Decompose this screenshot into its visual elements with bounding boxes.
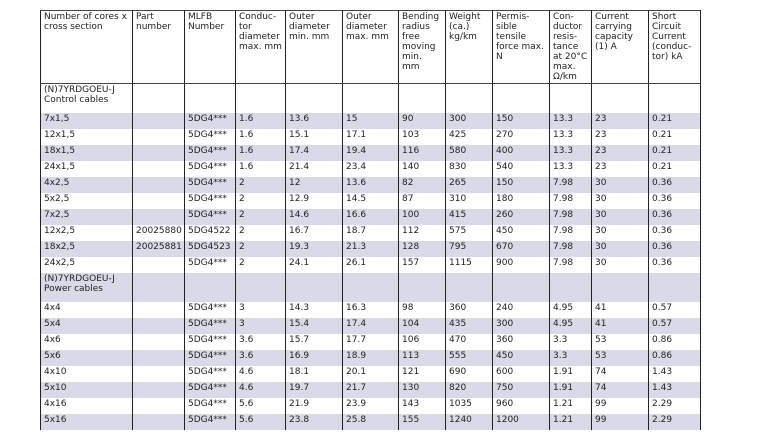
empty-cell [343,84,399,114]
table-cell: 5DG4*** [185,113,236,129]
table-cell [133,209,185,225]
table-row [41,334,701,350]
table-row [41,414,701,430]
table-cell: 5DG4*** [185,398,236,414]
table-cell: 74 [592,382,649,398]
table-cell: 4.95 [550,318,592,334]
table-body [41,84,701,431]
table-cell: 2 [236,177,286,193]
table-cell [133,334,185,350]
column-header: Outer diameter min. mm [286,11,343,84]
table-cell: 16.6 [343,209,399,225]
table-cell [133,145,185,161]
table-cell: 5DG4522 [185,225,236,241]
table-cell: 82 [399,177,446,193]
table-cell: 16.9 [286,350,343,366]
empty-cell [446,273,493,302]
column-header: Number of cores x cross section [41,11,133,84]
table-cell: 960 [493,398,550,414]
table-row [41,161,701,177]
section-row [41,84,701,114]
table-cell: 1240 [446,414,493,430]
table-cell: 5DG4*** [185,161,236,177]
table-row [41,382,701,398]
table-cell: 690 [446,366,493,382]
empty-cell [286,84,343,114]
table-cell: 87 [399,193,446,209]
table-cell: 41 [592,318,649,334]
table-cell [133,318,185,334]
column-header: Weight (ca.) kg/km [446,11,493,84]
column-header: Bending radius free moving min. mm [399,11,446,84]
table-cell: 5x4 [41,318,133,334]
header-row [41,11,701,84]
table-cell: 3 [236,318,286,334]
table-cell: 30 [592,209,649,225]
table-row [41,241,701,257]
table-row [41,129,701,145]
table-cell: 5x16 [41,414,133,430]
table-row [41,193,701,209]
table-cell: 0.57 [649,318,701,334]
table-cell: 157 [399,257,446,273]
empty-cell [399,84,446,114]
table-cell: 18x2,5 [41,241,133,257]
table-cell: 830 [446,161,493,177]
table-cell: 7.98 [550,193,592,209]
table-cell: 112 [399,225,446,241]
table-cell: 2 [236,193,286,209]
table-cell: 20.1 [343,366,399,382]
table-cell: 12x1,5 [41,129,133,145]
table-cell: 1.6 [236,129,286,145]
table-cell: 1035 [446,398,493,414]
table-cell: 7.98 [550,209,592,225]
table-cell: 5DG4*** [185,318,236,334]
table-row [41,209,701,225]
table-cell: 7.98 [550,177,592,193]
empty-cell [236,273,286,302]
table-cell: 5DG4*** [185,334,236,350]
empty-cell [649,84,701,114]
table-cell: 4x2,5 [41,177,133,193]
table-cell: 795 [446,241,493,257]
table-cell: 5DG4*** [185,177,236,193]
table-cell: 7x1,5 [41,113,133,129]
table-cell [133,193,185,209]
table-cell: 0.36 [649,177,701,193]
table-cell: 470 [446,334,493,350]
table-cell: 1.21 [550,414,592,430]
table-cell [133,257,185,273]
table-cell: 41 [592,302,649,318]
table-cell: 5DG4*** [185,414,236,430]
table-cell: 155 [399,414,446,430]
table-cell: 0.21 [649,161,701,177]
table-row [41,145,701,161]
table-cell: 15 [343,113,399,129]
table-row [41,257,701,273]
table-cell: 240 [493,302,550,318]
table-cell: 0.36 [649,241,701,257]
table-cell: 14.3 [286,302,343,318]
table-cell: 0.21 [649,129,701,145]
empty-cell [493,84,550,114]
table-cell: 2.29 [649,398,701,414]
table-cell: 3.6 [236,350,286,366]
table-cell: 143 [399,398,446,414]
table-cell: 3.3 [550,350,592,366]
empty-cell [236,84,286,114]
empty-cell [133,273,185,302]
table-cell: 16.3 [343,302,399,318]
table-cell: 5x10 [41,382,133,398]
table-cell: 450 [493,350,550,366]
table-cell: 5DG4*** [185,129,236,145]
cable-spec-table [40,10,701,430]
table-cell: 23 [592,113,649,129]
table-cell: 0.86 [649,334,701,350]
table-row [41,225,701,241]
table-cell: 24x2,5 [41,257,133,273]
table-cell: 104 [399,318,446,334]
table-cell [133,302,185,318]
table-cell: 12.9 [286,193,343,209]
table-cell: 4x6 [41,334,133,350]
table-cell: 26.1 [343,257,399,273]
table-cell: 425 [446,129,493,145]
table-cell [133,161,185,177]
empty-cell [592,84,649,114]
table-cell: 5x2,5 [41,193,133,209]
table-cell [133,398,185,414]
table-cell: 1.6 [236,113,286,129]
table-cell: 1.6 [236,161,286,177]
table-cell: 103 [399,129,446,145]
empty-cell [286,273,343,302]
table-cell: 116 [399,145,446,161]
table-cell: 30 [592,257,649,273]
table-cell: 17.1 [343,129,399,145]
table-cell: 13.3 [550,161,592,177]
table-cell: 7.98 [550,241,592,257]
table-cell: 20025881 [133,241,185,257]
table-cell: 106 [399,334,446,350]
table-cell: 15.7 [286,334,343,350]
table-cell: 30 [592,193,649,209]
table-cell: 23 [592,145,649,161]
table-cell: 18.1 [286,366,343,382]
table-cell: 21.4 [286,161,343,177]
table-cell: 900 [493,257,550,273]
table-cell: 7.98 [550,257,592,273]
table-cell: 30 [592,241,649,257]
table-cell: 17.4 [286,145,343,161]
table-cell: 2 [236,209,286,225]
table-row [41,398,701,414]
table-cell: 1.43 [649,366,701,382]
table-cell: 1.91 [550,382,592,398]
table-row [41,366,701,382]
table-cell: 24.1 [286,257,343,273]
table-cell: 5DG4*** [185,366,236,382]
table-cell: 13.3 [550,129,592,145]
table-cell: 30 [592,225,649,241]
table-cell: 18.7 [343,225,399,241]
table-cell: 14.6 [286,209,343,225]
table-cell: 5.6 [236,414,286,430]
table-cell: 0.57 [649,302,701,318]
table-cell: 5DG4*** [185,193,236,209]
table-cell: 74 [592,366,649,382]
table-cell: 1.43 [649,382,701,398]
empty-cell [592,273,649,302]
table-cell [133,350,185,366]
table-cell: 13.6 [286,113,343,129]
table-cell: 0.36 [649,209,701,225]
table-cell: 310 [446,193,493,209]
table-cell: 5DG4*** [185,257,236,273]
table-cell: 360 [493,334,550,350]
table-cell: 820 [446,382,493,398]
empty-cell [550,273,592,302]
table-cell: 21.7 [343,382,399,398]
table-cell: 0.36 [649,225,701,241]
table-cell: 99 [592,398,649,414]
table-cell: 5DG4*** [185,382,236,398]
table-cell: 555 [446,350,493,366]
table-cell: 4.6 [236,382,286,398]
table-cell: 15.1 [286,129,343,145]
table-cell: 12 [286,177,343,193]
table-cell: 12x2,5 [41,225,133,241]
table-cell: 17.7 [343,334,399,350]
table-cell: 450 [493,225,550,241]
table-cell: 150 [493,113,550,129]
table-cell [133,129,185,145]
table-cell: 17.4 [343,318,399,334]
table-row [41,302,701,318]
empty-cell [133,84,185,114]
table-cell: 2 [236,241,286,257]
table-cell: 4.6 [236,366,286,382]
table-cell [133,113,185,129]
table-cell: 15.4 [286,318,343,334]
table-row [41,350,701,366]
table-cell: 18x1,5 [41,145,133,161]
table-cell: 90 [399,113,446,129]
table-cell: 0.36 [649,193,701,209]
table-cell: 5x6 [41,350,133,366]
table-cell: 128 [399,241,446,257]
table-cell: 3 [236,302,286,318]
empty-cell [185,273,236,302]
column-header: Part number [133,11,185,84]
table-row [41,113,701,129]
table-cell: 360 [446,302,493,318]
table-cell: 13.6 [343,177,399,193]
table-cell: 5DG4523 [185,241,236,257]
table-cell: 113 [399,350,446,366]
table-cell: 7x2,5 [41,209,133,225]
column-header: Outer diameter max. mm [343,11,399,84]
table-cell: 0.36 [649,257,701,273]
table-cell: 98 [399,302,446,318]
table-cell: 5.6 [236,398,286,414]
table-cell: 140 [399,161,446,177]
table-cell: 270 [493,129,550,145]
table-cell: 23 [592,129,649,145]
table-cell: 21.9 [286,398,343,414]
table-cell: 14.5 [343,193,399,209]
column-header: MLFB Number [185,11,236,84]
table-cell: 4x10 [41,366,133,382]
table-cell: 5DG4*** [185,145,236,161]
table-cell: 300 [493,318,550,334]
table-cell: 99 [592,414,649,430]
table-cell: 23.4 [343,161,399,177]
table-cell: 400 [493,145,550,161]
table-cell: 1.21 [550,398,592,414]
table-cell: 25.8 [343,414,399,430]
table-cell: 540 [493,161,550,177]
empty-cell [649,273,701,302]
table-cell: 180 [493,193,550,209]
empty-cell [446,84,493,114]
table-cell: 4x16 [41,398,133,414]
column-header: Short Circuit Current (conduc-tor) kA [649,11,701,84]
empty-cell [493,273,550,302]
table-cell: 3.3 [550,334,592,350]
table-cell: 3.6 [236,334,286,350]
table-cell: 30 [592,177,649,193]
table-cell: 1.6 [236,145,286,161]
table-header [41,11,701,84]
table-cell: 23 [592,161,649,177]
empty-cell [550,84,592,114]
table-cell: 1115 [446,257,493,273]
column-header: Conduc-tor diameter max. mm [236,11,286,84]
column-header: Con-ductor resis-tance at 20°C max. Ω/km [550,11,592,84]
section-row [41,273,701,302]
table-cell: 130 [399,382,446,398]
table-cell: 16.7 [286,225,343,241]
table-cell: 19.3 [286,241,343,257]
table-cell: 20025880 [133,225,185,241]
section-title: (N)7YRDGOEU-J Control cables [41,84,133,114]
table-cell: 53 [592,334,649,350]
table-cell: 19.7 [286,382,343,398]
table-cell: 150 [493,177,550,193]
empty-cell [185,84,236,114]
table-cell: 435 [446,318,493,334]
table-cell: 18.9 [343,350,399,366]
table-cell: 23.9 [343,398,399,414]
table-cell: 7.98 [550,225,592,241]
table-cell: 5DG4*** [185,209,236,225]
table-cell [133,366,185,382]
table-cell: 2 [236,257,286,273]
table-cell: 100 [399,209,446,225]
table-cell: 13.3 [550,145,592,161]
table-cell: 19.4 [343,145,399,161]
table-cell: 4x4 [41,302,133,318]
column-header: Current carrying capacity (1) A [592,11,649,84]
table-cell: 670 [493,241,550,257]
table-cell: 300 [446,113,493,129]
section-title: (N)7YRDGOEU-J Power cables [41,273,133,302]
table-cell: 2.29 [649,414,701,430]
table-cell: 260 [493,209,550,225]
table-cell: 0.21 [649,145,701,161]
table-row [41,177,701,193]
table-cell: 265 [446,177,493,193]
table-cell: 23.8 [286,414,343,430]
empty-cell [343,273,399,302]
table-cell: 24x1,5 [41,161,133,177]
table-cell: 21.3 [343,241,399,257]
table-cell: 1200 [493,414,550,430]
table-cell: 53 [592,350,649,366]
table-cell: 5DG4*** [185,302,236,318]
table-cell: 600 [493,366,550,382]
table-cell: 2 [236,225,286,241]
table-cell: 0.86 [649,350,701,366]
table-cell: 580 [446,145,493,161]
table-cell [133,177,185,193]
table-cell: 5DG4*** [185,350,236,366]
table-cell: 750 [493,382,550,398]
table-cell: 121 [399,366,446,382]
table-cell [133,382,185,398]
table-cell: 13.3 [550,113,592,129]
table-cell: 4.95 [550,302,592,318]
table-row [41,318,701,334]
table-cell: 575 [446,225,493,241]
table-cell: 0.21 [649,113,701,129]
table-cell: 1.91 [550,366,592,382]
table-cell [133,414,185,430]
empty-cell [399,273,446,302]
table-cell: 415 [446,209,493,225]
column-header: Permis-sible tensile force max. N [493,11,550,84]
